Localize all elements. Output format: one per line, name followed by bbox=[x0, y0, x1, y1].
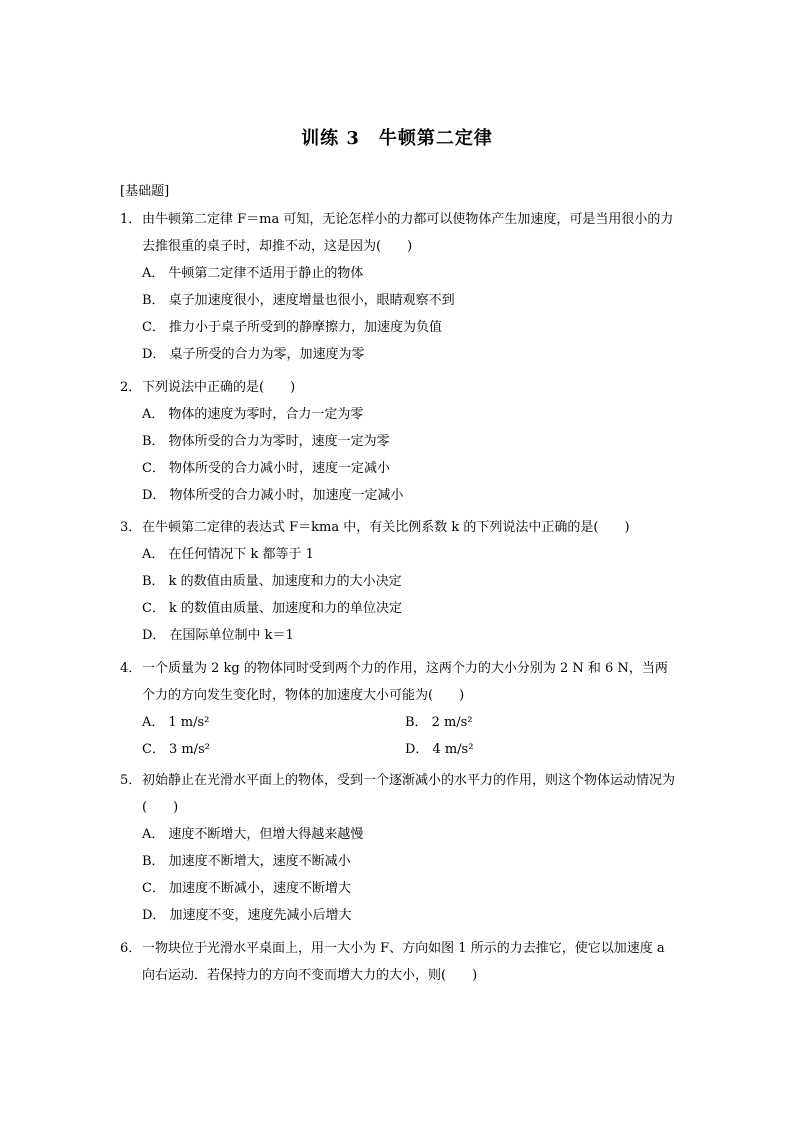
question-stem bbox=[120, 374, 680, 401]
question-3 bbox=[120, 514, 680, 649]
option-c bbox=[142, 736, 405, 763]
option-row bbox=[142, 709, 680, 736]
option-label: D． bbox=[405, 742, 429, 757]
option-label: C． bbox=[142, 320, 165, 335]
option-b bbox=[142, 428, 680, 455]
option-label: C． bbox=[142, 601, 165, 616]
option-label: D． bbox=[142, 628, 166, 643]
option-d bbox=[142, 902, 680, 929]
option-text: 物体所受的合力减小时，加速度一定减小 bbox=[169, 488, 404, 503]
option-d bbox=[142, 482, 680, 509]
option-label: D． bbox=[142, 488, 166, 503]
option-text: 物体所受的合力为零时，速度一定为零 bbox=[168, 434, 390, 449]
question-number: 6． bbox=[120, 941, 142, 956]
option-text: 在任何情况下 k 都等于 1 bbox=[168, 547, 314, 562]
option-c bbox=[142, 455, 680, 482]
option-text: 加速度不变，速度先减小后增大 bbox=[169, 908, 352, 923]
option-a bbox=[142, 541, 680, 568]
option-label: A． bbox=[142, 266, 165, 281]
option-text: k 的数值由质量、加速度和力的大小决定 bbox=[168, 574, 402, 589]
option-text: 3 m/s² bbox=[168, 742, 210, 757]
option-text: 速度不断增大，但增大得越来越慢 bbox=[168, 827, 364, 842]
question-number: 4． bbox=[120, 661, 142, 676]
option-text: 2 m/s² bbox=[431, 715, 473, 730]
question-text: 由牛顿第二定律 F＝ma 可知，无论怎样小的力都可以使物体产生加速度，可是当用很小的力去推很重的桌子时，却推不动，这是因为( ) bbox=[142, 212, 674, 254]
question-4 bbox=[120, 655, 680, 763]
option-text: 桌子加速度很小，速度增量也很小，眼睛观察不到 bbox=[168, 293, 455, 308]
question-text: 在牛顿第二定律的表达式 F＝kma 中，有关比例系数 k 的下列说法中正确的是( ) bbox=[142, 520, 630, 535]
question-number: 2． bbox=[120, 380, 142, 395]
option-row bbox=[142, 736, 680, 763]
question-text: 下列说法中正确的是( ) bbox=[142, 380, 296, 395]
question-text: 初始静止在光滑水平面上的物体，受到一个逐渐减小的水平力的作用，则这个物体运动情况为( ) bbox=[142, 773, 676, 815]
option-text: 1 m/s² bbox=[168, 715, 210, 730]
question-6 bbox=[120, 935, 680, 989]
option-a bbox=[142, 821, 680, 848]
question-number: 1． bbox=[120, 212, 142, 227]
option-b bbox=[142, 568, 680, 595]
question-number: 5． bbox=[120, 773, 142, 788]
question-stem bbox=[120, 655, 680, 709]
option-b bbox=[142, 848, 680, 875]
question-stem bbox=[120, 767, 680, 821]
option-text: 4 m/s² bbox=[432, 742, 474, 757]
question-2 bbox=[120, 374, 680, 509]
option-text: 推力小于桌子所受到的静摩擦力，加速度为负值 bbox=[168, 320, 442, 335]
option-c bbox=[142, 595, 680, 622]
question-number: 3． bbox=[120, 520, 142, 535]
question-stem bbox=[120, 935, 680, 989]
option-label: B． bbox=[142, 854, 165, 869]
question-stem bbox=[120, 514, 680, 541]
question-text: 一个质量为 2 kg 的物体同时受到两个力的作用，这两个力的大小分别为 2 N 和 6 N，当两个力的方向发生变化时，物体的加速度大小可能为( ) bbox=[142, 661, 668, 703]
option-text: 物体所受的合力减小时，速度一定减小 bbox=[168, 461, 390, 476]
option-b bbox=[142, 287, 680, 314]
option-a bbox=[142, 260, 680, 287]
option-label: B． bbox=[142, 574, 165, 589]
option-b bbox=[405, 709, 668, 736]
option-c bbox=[142, 875, 680, 902]
option-text: 在国际单位制中 k＝1 bbox=[169, 628, 294, 643]
option-text: 牛顿第二定律不适用于静止的物体 bbox=[168, 266, 364, 281]
option-label: C． bbox=[142, 881, 165, 896]
option-label: A． bbox=[142, 407, 165, 422]
option-text: 加速度不断增大，速度不断减小 bbox=[168, 854, 351, 869]
section-label: [基础题] bbox=[120, 184, 170, 199]
option-label: D． bbox=[142, 908, 166, 923]
option-c bbox=[142, 314, 680, 341]
question-5 bbox=[120, 767, 680, 929]
option-a bbox=[142, 401, 680, 428]
option-d bbox=[142, 622, 680, 649]
question-1 bbox=[120, 206, 680, 368]
option-text: 桌子所受的合力为零，加速度为零 bbox=[169, 347, 365, 362]
option-d bbox=[405, 736, 668, 763]
option-label: D． bbox=[142, 347, 166, 362]
option-label: A． bbox=[142, 547, 165, 562]
option-label: A． bbox=[142, 715, 165, 730]
option-text: 加速度不断减小，速度不断增大 bbox=[168, 881, 351, 896]
option-a bbox=[142, 709, 405, 736]
option-label: B． bbox=[142, 434, 165, 449]
option-d bbox=[142, 341, 680, 368]
option-label: C． bbox=[142, 742, 165, 757]
option-label: B． bbox=[142, 293, 165, 308]
option-label: C． bbox=[142, 461, 165, 476]
question-stem bbox=[120, 206, 680, 260]
option-label: A． bbox=[142, 827, 165, 842]
page-title: 训练 3 牛顿第二定律 bbox=[301, 128, 493, 149]
option-text: k 的数值由质量、加速度和力的单位决定 bbox=[168, 601, 402, 616]
option-label: B． bbox=[405, 715, 428, 730]
option-text: 物体的速度为零时，合力一定为零 bbox=[168, 407, 364, 422]
question-text: 一物块位于光滑水平桌面上，用一大小为 F、方向如图 1 所示的力去推它，使它以加速度 a 向右运动．若保持力的方向不变而增大力的大小，则( ) bbox=[142, 941, 665, 983]
